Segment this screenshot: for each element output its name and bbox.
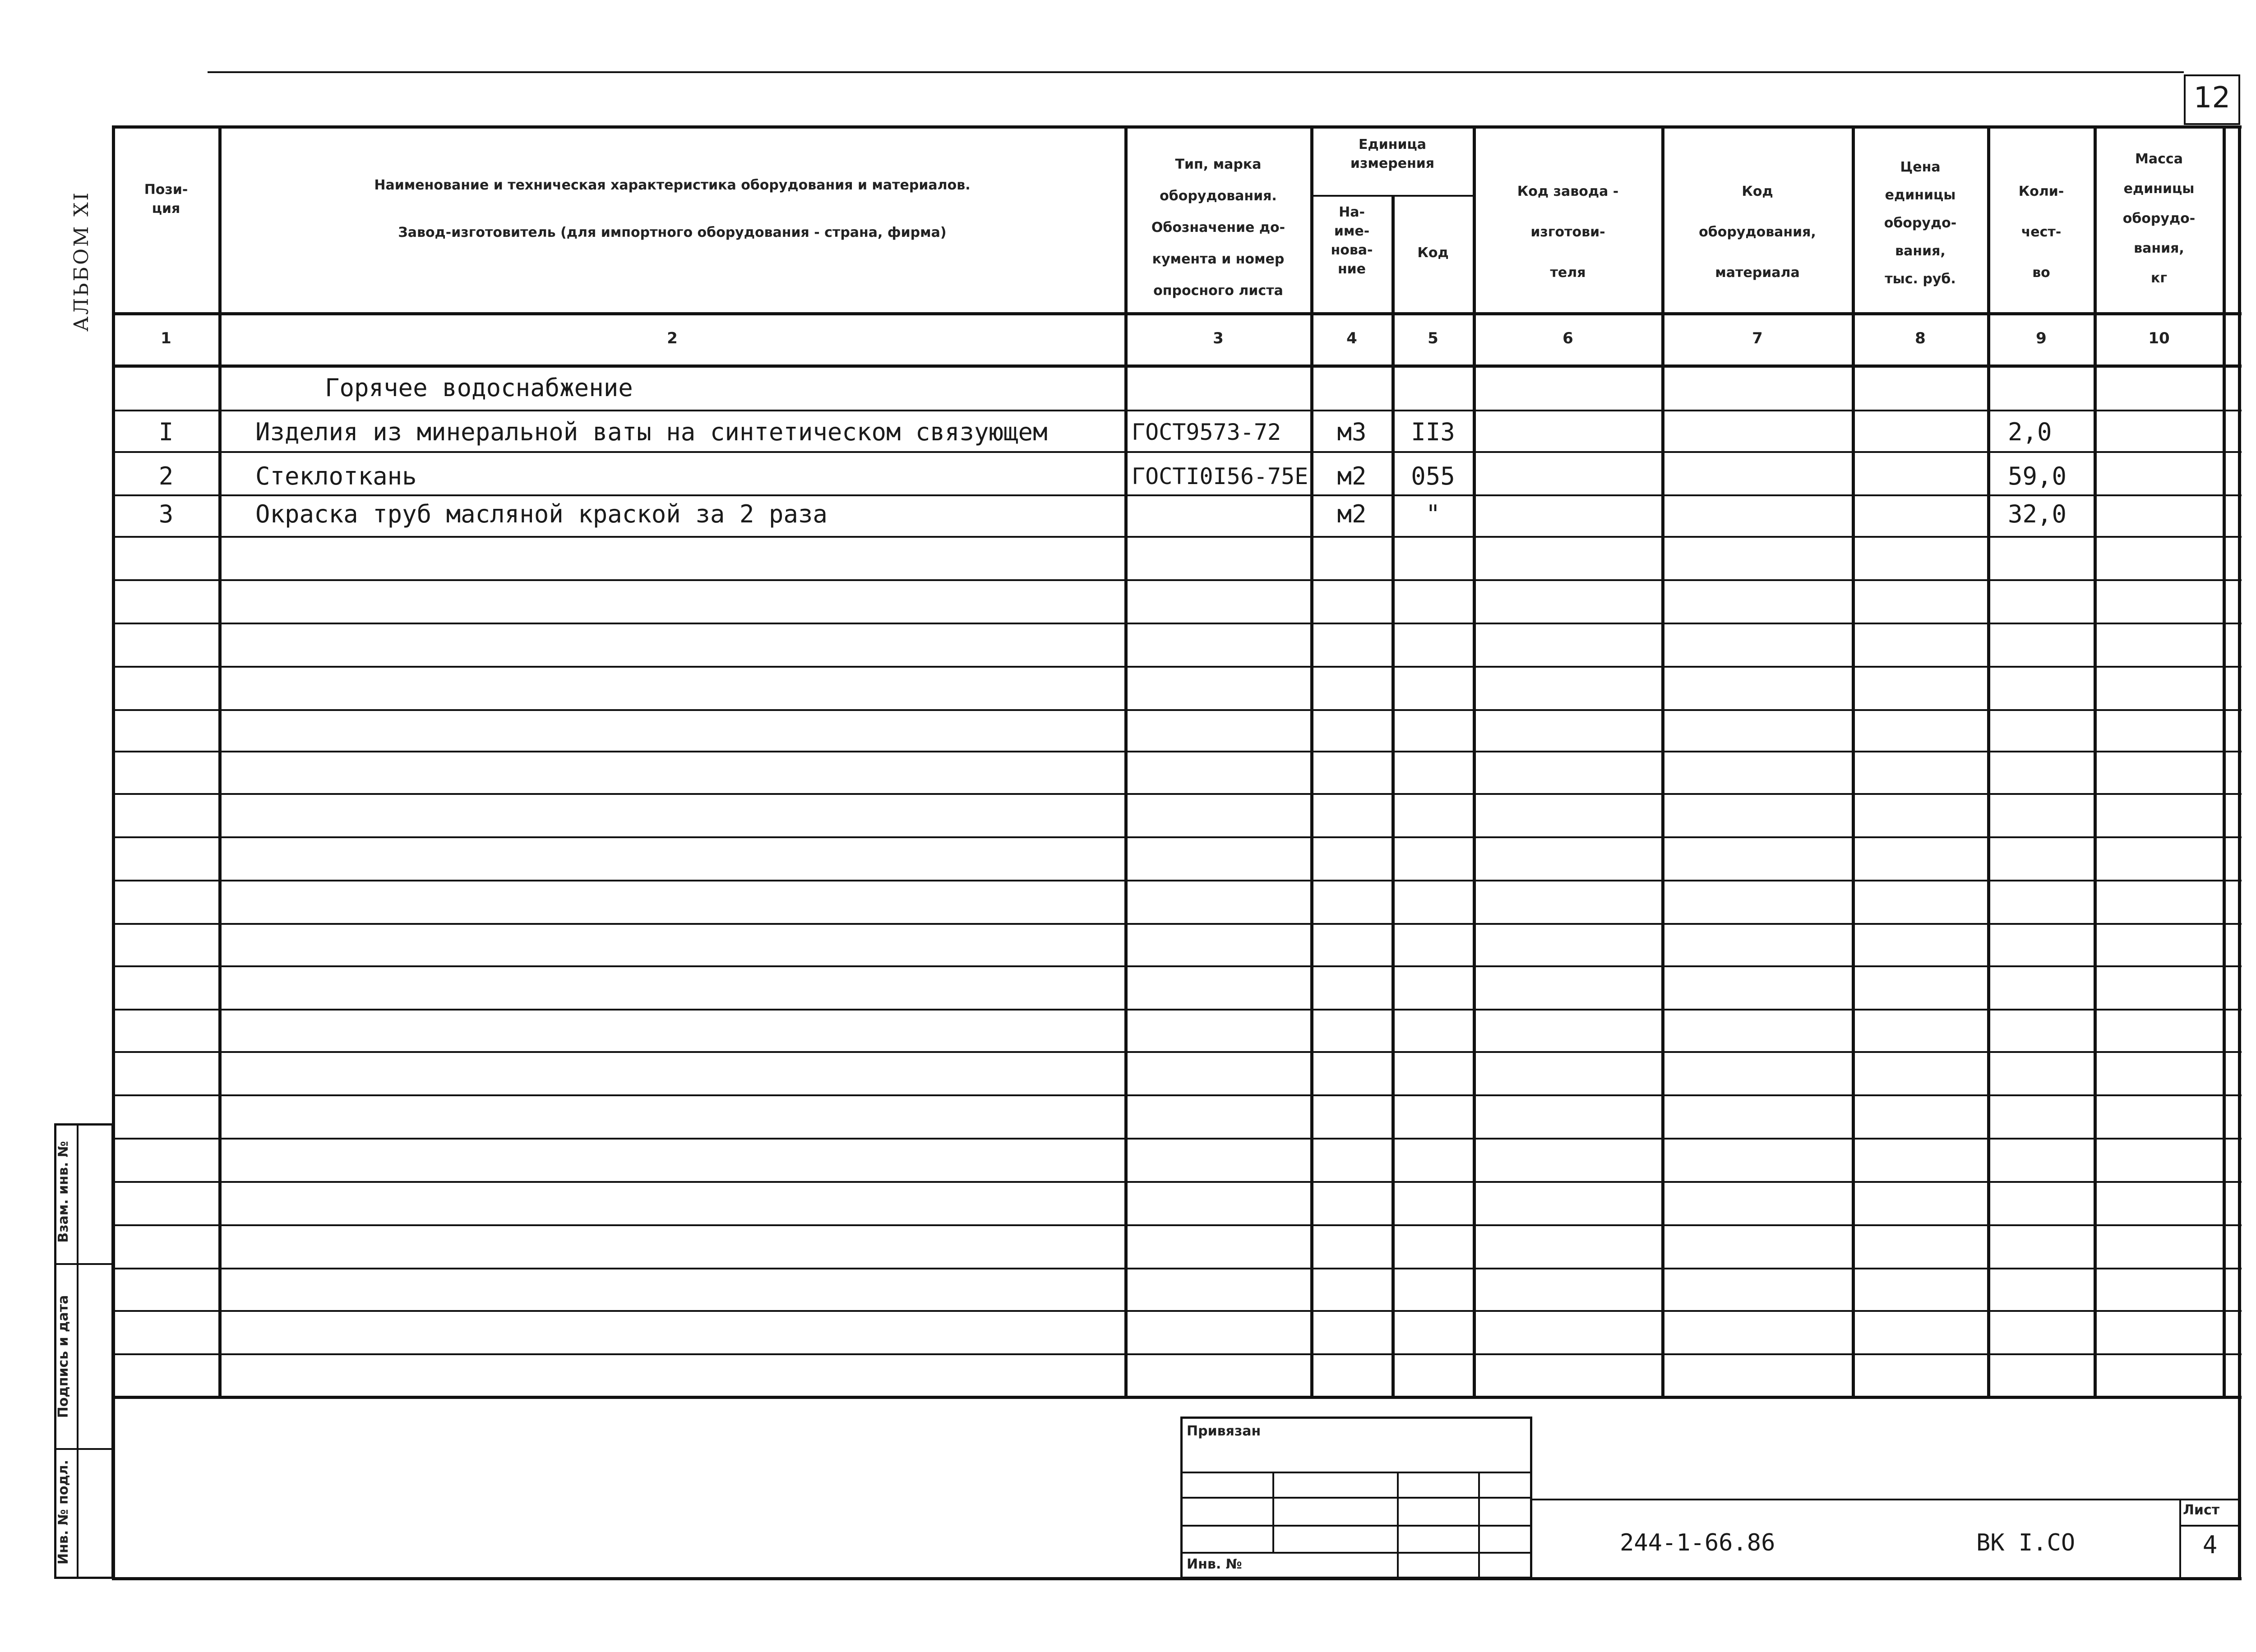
col-divider-2 [1124,125,1128,1398]
binding-stamp-divider [1272,1472,1274,1552]
row1-code: II3 [1411,418,1455,446]
frame-top [112,125,2242,129]
row1-quantity: 2,0 [2008,418,2052,446]
row-line [112,793,2242,795]
row-line [112,410,2242,411]
binding-stamp-divider [1397,1472,1399,1577]
row1-doc: ГОСТ9573-72 [1132,419,1281,445]
row-line [112,1009,2242,1011]
header-unit-code: Код [1417,245,1449,261]
header-position: Пози- ция [144,182,188,217]
row2-doc: ГОСТI0I56-75Е [1132,463,1308,489]
colnum-6: 6 [1563,329,1573,347]
sheet-number: 12 [2193,81,2231,115]
stamp-original-inv: Инв. № подл. [55,1459,71,1565]
row3-code: " [1425,500,1441,528]
col-divider-4 [1392,195,1395,1398]
binding-stamp-divider [1478,1472,1480,1577]
unit-group-split [1310,195,1473,197]
header-plant-code: Код завода - изготови- теля [1517,184,1619,281]
colnum-9: 9 [2036,329,2047,347]
row1-unit: м3 [1337,418,1367,446]
binding-stamp-inv-label: Инв. № [1187,1556,1242,1572]
row-line [112,494,2242,496]
row3-position: 3 [158,500,174,528]
col-divider-9 [2094,125,2097,1398]
title-block-top [1532,1499,2241,1500]
col-divider-7 [1852,125,1855,1398]
colnum-1: 1 [161,329,171,347]
colnum-8: 8 [1915,329,1926,347]
row2-quantity: 59,0 [2008,462,2067,490]
row-line [112,965,2242,967]
header-quantity: Коли- чест- во [2018,184,2064,281]
row-line [112,1310,2242,1312]
header-unit-price: Цена единицы оборудо- вания, тыс. руб. [1884,159,1957,287]
row1-position: I [158,418,174,446]
top-border-line [208,71,2184,73]
header-unit-mass: Масса единицы оборудо- вания, кг [2122,151,2196,286]
colnum-3: 3 [1213,329,1224,347]
row-line [112,836,2242,838]
header-type-mark: Тип, марка оборудования. Обозначение до- кумента и номер опросного листа [1151,157,1285,299]
row-line [112,536,2242,538]
row-line [112,1268,2242,1269]
row2-name: Стеклоткань [255,462,417,490]
header-equipment-code: Код оборудования, материала [1699,184,1816,281]
col-divider-1 [218,125,222,1398]
document-mark: ВК I.СО [1976,1529,2076,1556]
row-line [112,751,2242,752]
col-divider-3 [1310,125,1313,1398]
row-line [112,579,2242,581]
frame-bottom [112,1577,2242,1580]
colnum-7: 7 [1752,329,1763,347]
row2-unit: м2 [1337,462,1367,490]
row3-unit: м2 [1337,500,1367,528]
col-divider-6 [1661,125,1664,1398]
col-divider-5 [1473,125,1476,1398]
table-bottom-line [112,1396,2242,1399]
row-line [112,451,2242,453]
stamp-signature-date: Подпись и дата [55,1295,71,1418]
side-stamp-divider [77,1123,79,1579]
row3-name: Окраска труб масляной краской за 2 раза [255,500,828,528]
row-line [112,1138,2242,1140]
header-name-line1: Наименование и техническая характеристика оборудования и материалов. [374,177,971,193]
row-line [112,1181,2242,1183]
row-line [112,923,2242,925]
title-block-list-line [2179,1525,2241,1527]
section-title: Горячее водоснабжение [325,374,633,402]
row-line [112,1353,2242,1355]
stamp-replaced-inv: Взам. инв. № [55,1141,71,1243]
album-label: АЛЬБОМ XI [70,191,93,332]
side-stamp-line [54,1263,114,1265]
colnum-bottom-line [112,365,2242,368]
binding-stamp-label: Привязан [1187,1423,1261,1439]
row-line [112,709,2242,711]
row3-quantity: 32,0 [2008,500,2067,528]
row-line [112,1094,2242,1096]
header-unit-name: На- име- нова- ние [1331,204,1373,277]
row2-code: 055 [1411,462,1455,490]
list-label: Лист [2183,1502,2220,1518]
row-line [112,666,2242,668]
row2-position: 2 [158,462,174,490]
row-line [112,880,2242,881]
header-unit-group: Единица измерения [1350,137,1435,171]
col-divider-10 [2223,125,2226,1398]
row1-name: Изделия из минеральной ваты на синтетическом связующем [255,418,1048,446]
document-code: 244-1-66.86 [1620,1529,1775,1556]
colnum-10: 10 [2148,329,2170,347]
header-bottom-line [112,312,2242,315]
list-number: 4 [2202,1531,2218,1559]
row-line [112,1224,2242,1226]
header-name-line2: Завод-изготовитель (для импортного оборудования - страна, фирма) [398,225,947,240]
frame-right [2238,125,2241,1579]
col-divider-8 [1987,125,1990,1398]
colnum-4: 4 [1346,329,1357,347]
row-line [112,623,2242,624]
row-line [112,1051,2242,1053]
colnum-5: 5 [1428,329,1438,347]
colnum-2: 2 [667,329,678,347]
